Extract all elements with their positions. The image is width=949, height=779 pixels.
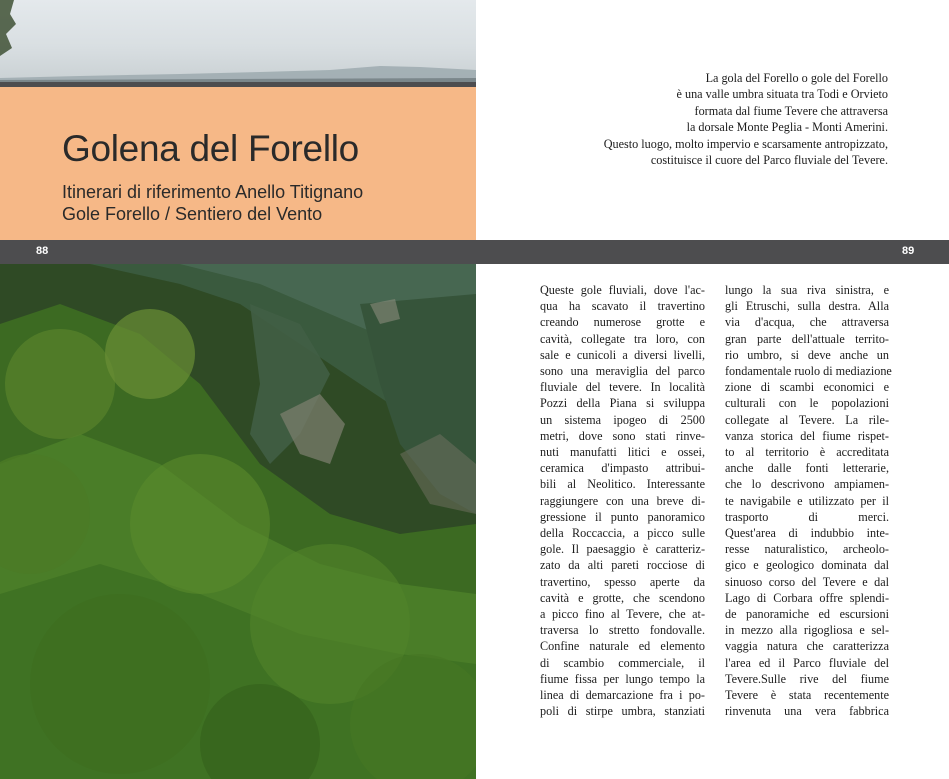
body-line: fondamentale ruolo di mediazione bbox=[725, 364, 892, 379]
body-line: gico e geologico dominata dal bbox=[725, 558, 889, 573]
body-line: Quest'area di indubbio inte- bbox=[725, 526, 889, 541]
intro-line: costituisce il cuore del Parco fluviale del Tevere. bbox=[650, 153, 888, 168]
page-number-right: 89 bbox=[902, 245, 915, 257]
body-column-left bbox=[540, 282, 705, 719]
body-line: Confine naturale ed elemento bbox=[540, 639, 705, 654]
page-title: Golena del Forello bbox=[62, 128, 359, 169]
body-line: l'area ed il Parco fluviale del bbox=[725, 655, 889, 670]
subtitle-line: Gole Forello / Sentiero del Vento bbox=[62, 204, 323, 224]
body-line: gressione il punto panoramico bbox=[540, 509, 705, 524]
body-line: lungo la sua riva sinistra, e bbox=[725, 283, 889, 297]
body-line: della Roccaccia, a picco sulle bbox=[540, 526, 705, 541]
body-line: zione di scambi economici e bbox=[725, 380, 889, 395]
body-line: de panoramiche ed escursioni bbox=[725, 607, 889, 622]
body-line: resse naturalistico, archeolo- bbox=[725, 542, 889, 557]
body-line: nuti manufatti litici e ossei, bbox=[540, 445, 705, 460]
intro-line: La gola del Forello o gole del Forello bbox=[705, 71, 888, 85]
page-subtitle bbox=[62, 181, 363, 225]
body-line: culturali con le popolazioni bbox=[725, 396, 889, 411]
page-number-left: 88 bbox=[36, 245, 49, 257]
body-line: a picco fino al Tevere, che at- bbox=[540, 607, 705, 622]
gorge-photo bbox=[0, 264, 476, 779]
body-line: sono una meraviglia del parco bbox=[540, 364, 705, 379]
body-line: Pozzi della Piana si sviluppa bbox=[540, 396, 705, 411]
body-line: to al territorio è accreditata bbox=[725, 445, 889, 460]
body-line: trasporto di merci. bbox=[725, 509, 889, 524]
intro-line: formata dal fiume Tevere che attraversa bbox=[694, 103, 888, 118]
body-line: te navigabile e utilizzato per il bbox=[725, 493, 889, 508]
body-column-right bbox=[725, 282, 892, 719]
body-line: metri, dove sono stati rinve- bbox=[540, 428, 705, 443]
body-line: fiume fissa per lungo tempo la bbox=[540, 671, 705, 686]
body-line: via d'acqua, che attraversa bbox=[725, 315, 889, 330]
body-line: gran parte dell'attuale territo- bbox=[725, 331, 889, 346]
intro-line: la dorsale Monte Peglia - Monti Amerini. bbox=[686, 120, 888, 135]
body-line: zato da alti pareti rocciose di bbox=[540, 558, 705, 573]
body-line: ceramica d'impasto attribui- bbox=[540, 461, 705, 476]
sky-photo bbox=[0, 0, 476, 83]
body-line: travertino, spesso aperte da bbox=[540, 574, 705, 589]
body-line: Lago di Corbara offre splendi- bbox=[725, 590, 889, 605]
body-line: fluviale del tevere. In località bbox=[540, 380, 705, 395]
body-line: gli Etruschi, sulla destra. Alla bbox=[725, 299, 889, 314]
body-line: Queste gole fluviali, dove l'ac- bbox=[540, 283, 705, 297]
intro-paragraph bbox=[540, 70, 888, 168]
body-line: Tevere è stata recentemente bbox=[725, 688, 889, 703]
body-line: qua ha scavato il travertino bbox=[540, 299, 705, 314]
body-line: che lo descrivono ampiamen- bbox=[725, 477, 889, 492]
body-line: in mezzo alla rigogliosa e sel- bbox=[725, 623, 889, 638]
body-line: linea di demarcazione fra i po- bbox=[540, 688, 705, 703]
body-line: creando numerose grotte e bbox=[540, 315, 705, 330]
body-line: rio umbro, si deve anche un bbox=[725, 347, 889, 362]
body-line: cavità, collegate tra loro, con bbox=[540, 331, 705, 346]
body-line: anche dalle fonti letterarie, bbox=[725, 461, 889, 476]
body-line: vanza storica del fiume rispet- bbox=[725, 428, 889, 443]
body-line: sinuoso corso del Tevere e dal bbox=[725, 574, 889, 589]
body-line: di scambio commerciale, il bbox=[540, 655, 705, 670]
intro-line: è una valle umbra situata tra Todi e Orvieto bbox=[676, 87, 888, 102]
body-line: poli di stirpe umbra, stanziati bbox=[540, 704, 705, 719]
body-line: Tevere.Sulle rive del fiume bbox=[725, 671, 889, 686]
subtitle-line: Itinerari di riferimento Anello Titignano bbox=[62, 182, 364, 202]
body-line: collegate al Tevere. La rile- bbox=[725, 412, 889, 427]
body-line: vaggia natura che caratterizza bbox=[725, 639, 889, 654]
page-number-bar bbox=[0, 240, 949, 264]
body-line: gole. Il paesaggio è caratteriz- bbox=[540, 542, 705, 557]
body-line: rinvenuta una vera fabbrica bbox=[725, 704, 889, 719]
body-line: sale e cunicoli a diversi livelli, bbox=[540, 347, 705, 362]
body-line: bili al Neolitico. Interessante bbox=[540, 477, 705, 492]
body-line: raggiungere con una breve di- bbox=[540, 493, 705, 508]
body-line: cavità e grotte, che scendono bbox=[540, 590, 705, 605]
body-line: un sistema ipogeo di 2500 bbox=[540, 412, 705, 427]
intro-line: Questo luogo, molto impervio e scarsamente antropizzato, bbox=[603, 136, 888, 151]
body-line: traversa lo stretto fondovalle. bbox=[540, 623, 705, 638]
